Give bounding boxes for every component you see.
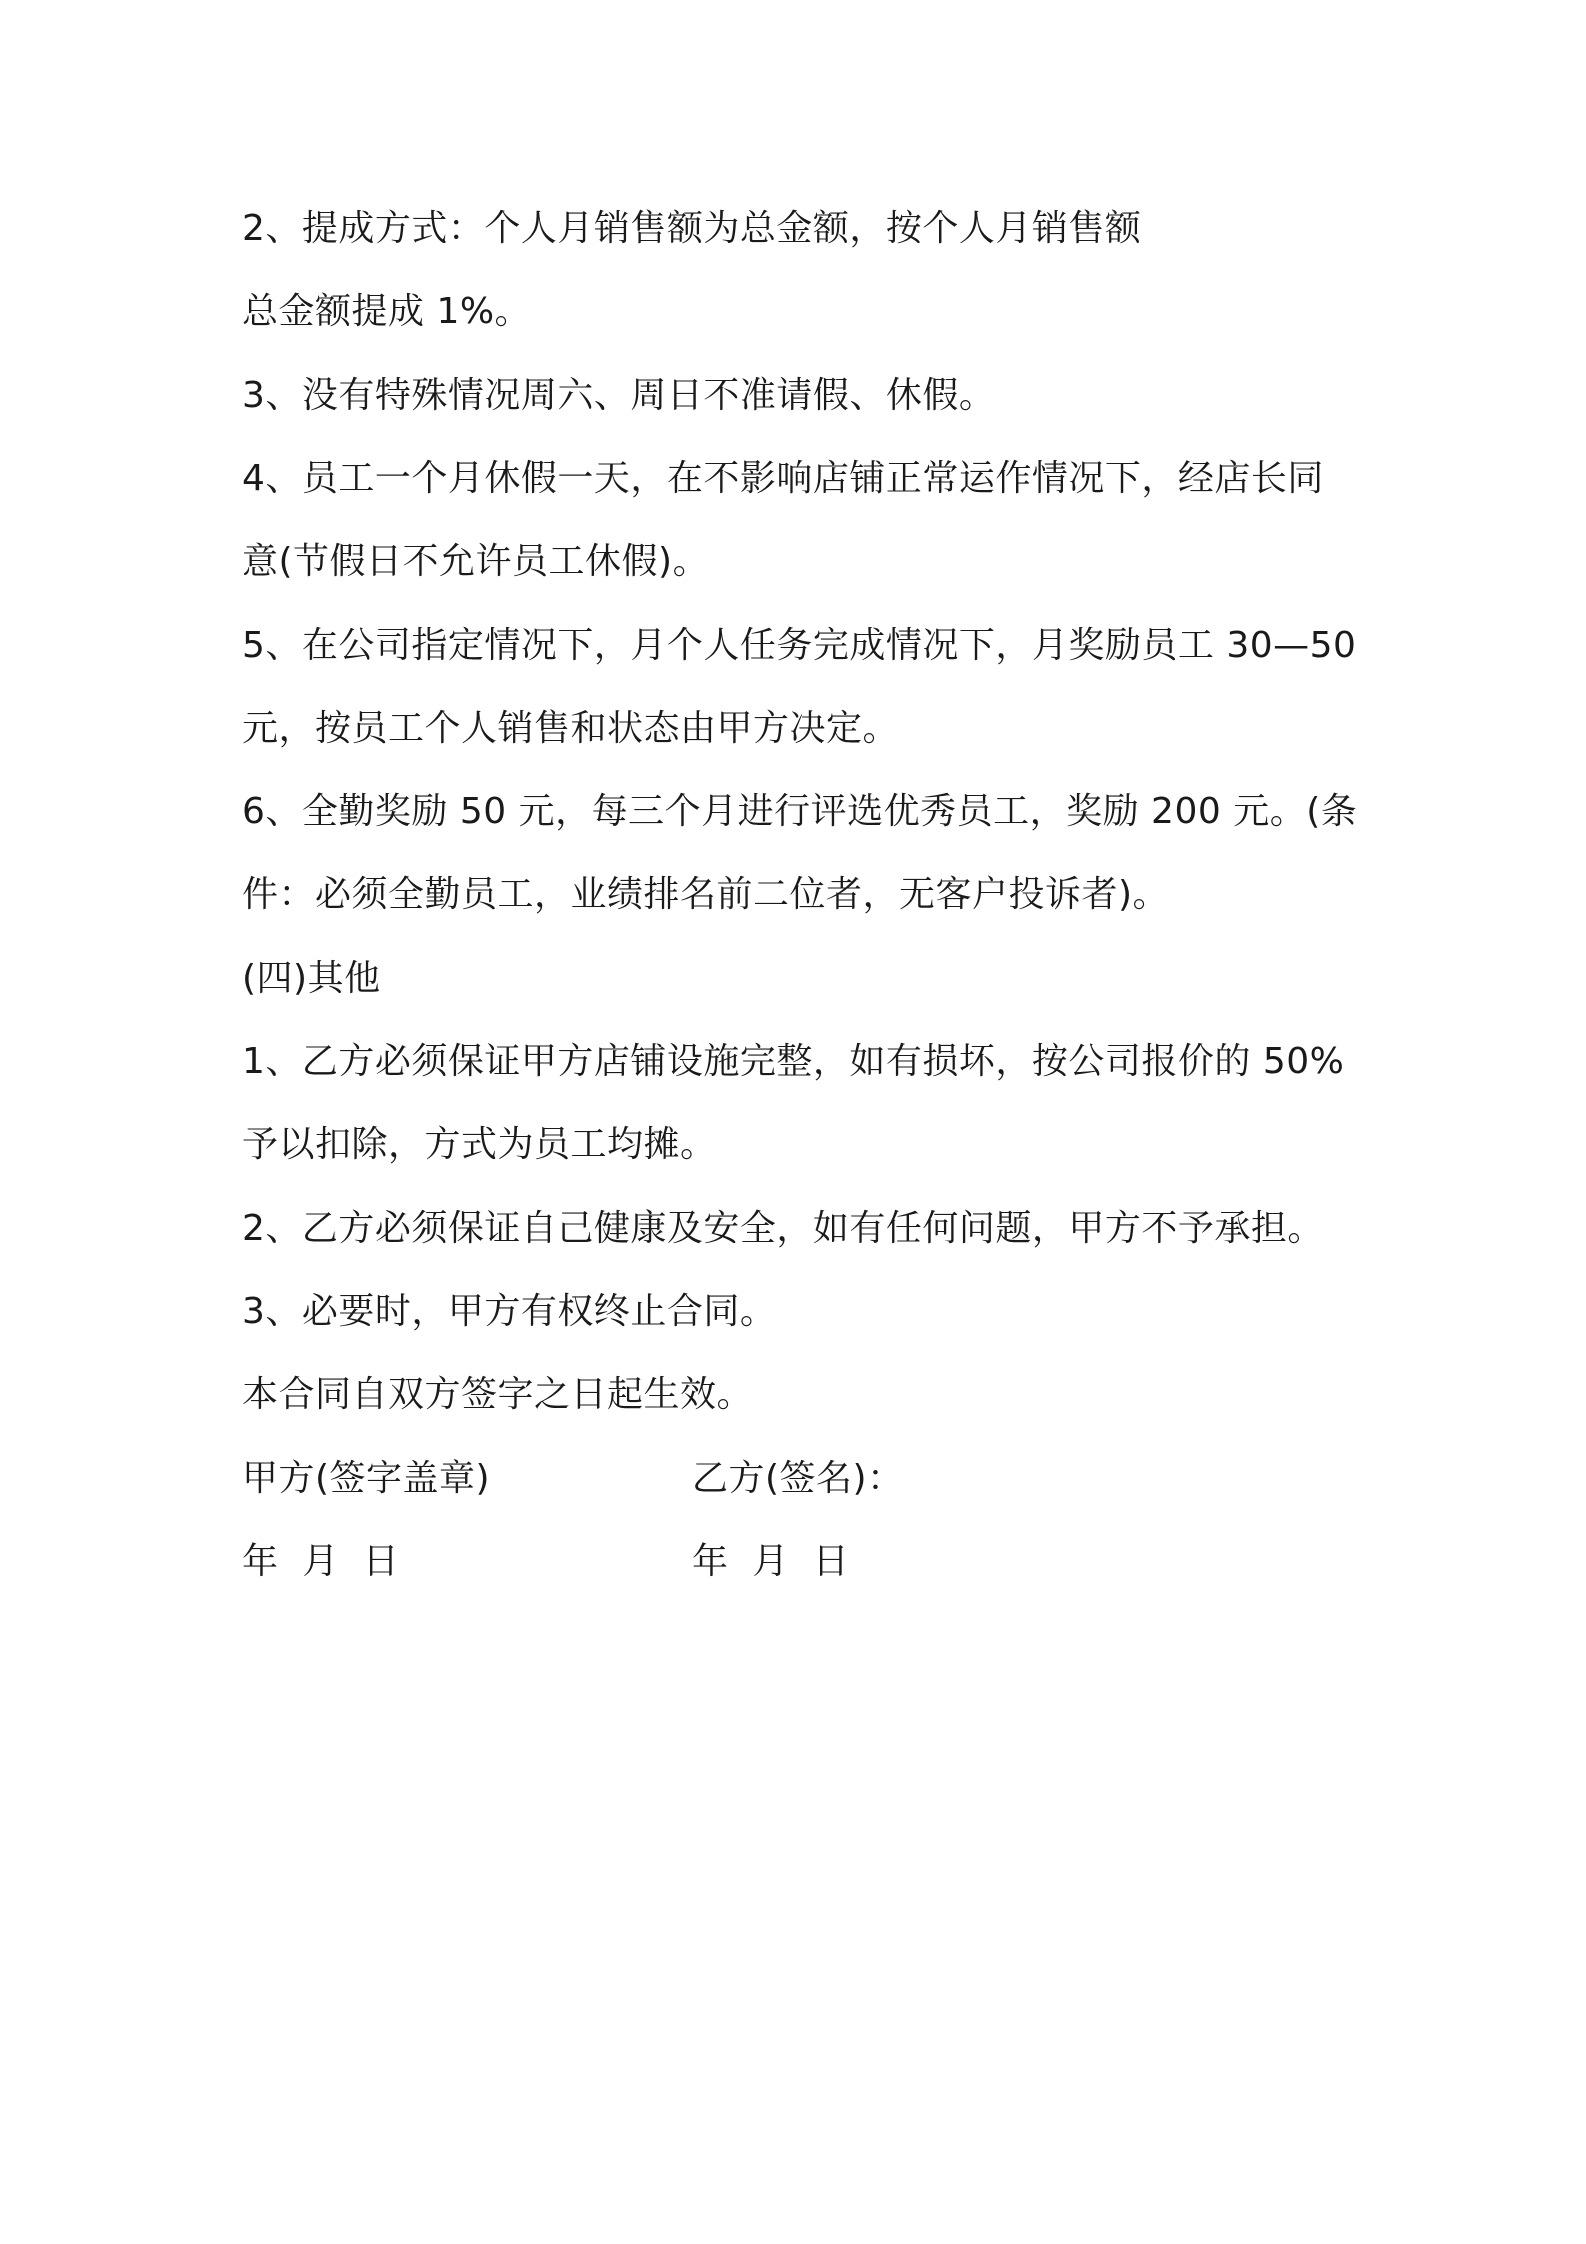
clause-5-line-1: 5、在公司指定情况下，月个人任务完成情况下，月奖励员工 30—50 [242,625,1357,666]
clause-4-line-2: 意(节假日不允许员工休假)。 [242,541,710,582]
clause-3: 3、没有特殊情况周六、周日不准请假、休假。 [242,375,996,416]
clause-5-line-2: 元，按员工个人销售和状态由甲方决定。 [242,708,900,749]
clause-2-line-2: 总金额提成 1%。 [242,291,532,332]
party-b-date: 年 月 日 [692,1541,850,1582]
party-b-signature-label: 乙方(签名)： [692,1458,904,1499]
other-clause-3: 3、必要时，甲方有权终止合同。 [242,1291,777,1332]
other-clause-1-line-1: 1、乙方必须保证甲方店铺设施完整，如有损坏，按公司报价的 50% [242,1041,1345,1082]
clause-6-line-1: 6、全勤奖励 50 元，每三个月进行评选优秀员工，奖励 200 元。(条 [242,791,1358,832]
other-clause-2: 2、乙方必须保证自己健康及安全，如有任何问题，甲方不予承担。 [242,1208,1324,1249]
section-heading-other: (四)其他 [242,958,381,999]
clause-6-line-2: 件：必须全勤员工，业绩排名前二位者，无客户投诉者)。 [242,874,1170,915]
other-clause-1-line-2: 予以扣除，方式为员工均摊。 [242,1124,717,1165]
party-a-signature-label: 甲方(签字盖章) [242,1458,491,1499]
effective-statement: 本合同自双方签字之日起生效。 [242,1374,754,1415]
party-a-date: 年 月 日 [242,1541,400,1582]
clause-4-line-1: 4、员工一个月休假一天，在不影响店铺正常运作情况下，经店长同 [242,458,1324,499]
clause-2-line-1: 2、提成方式：个人月销售额为总金额，按个人月销售额 [242,208,1142,249]
